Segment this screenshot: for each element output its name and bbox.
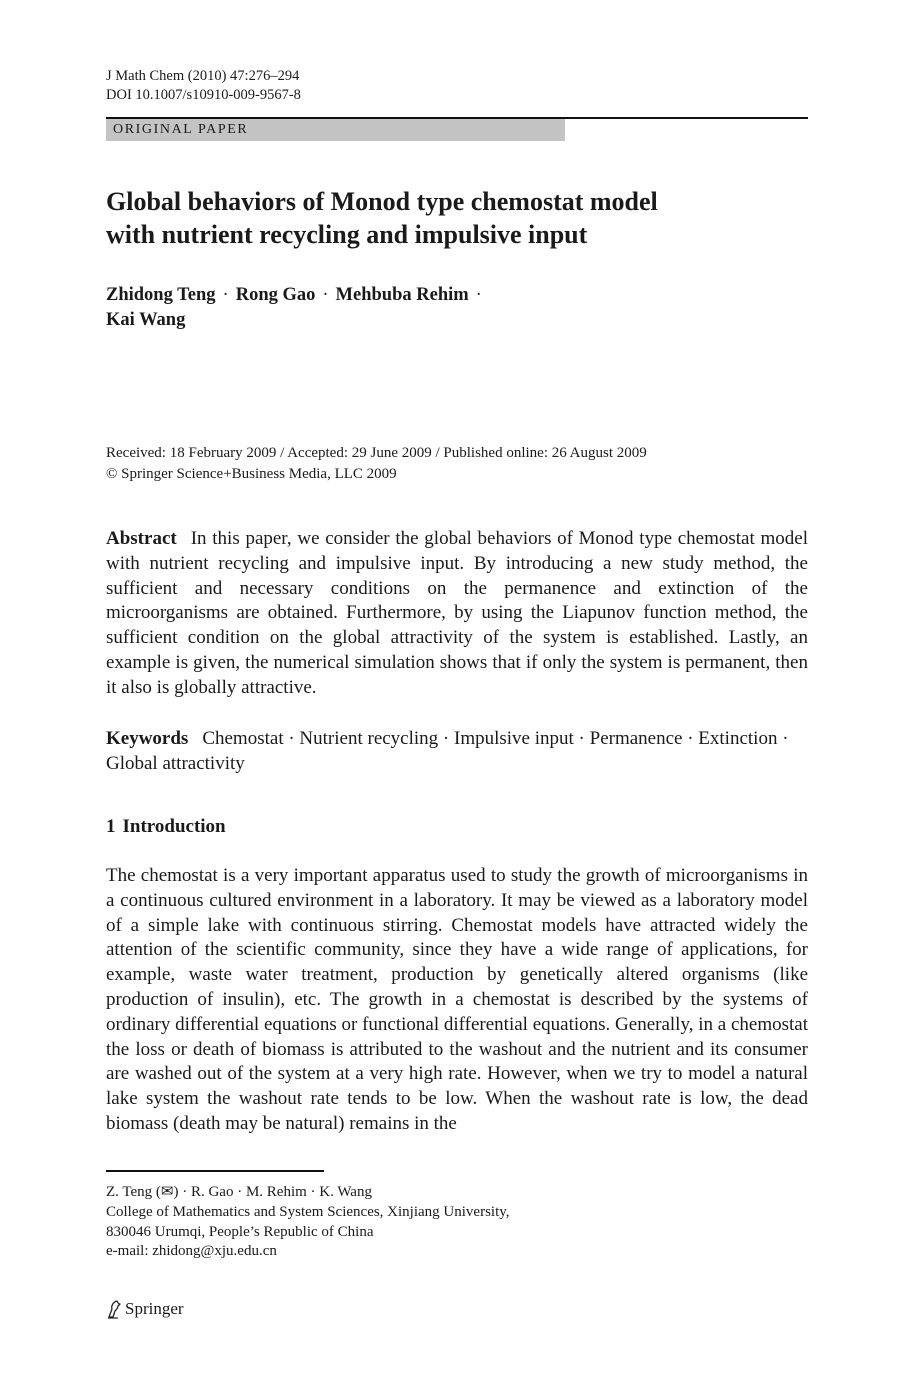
footnote-affiliation: College of Mathematics and System Sciences, Xinjiang University, [106,1203,510,1220]
copyright-notice: © Springer Science+Business Media, LLC 2009 [106,466,397,482]
journal-reference: J Math Chem (2010) 47:276–294 [106,68,300,84]
author-footnote [106,1183,510,1262]
paper-page [106,0,808,1388]
author-name: Rong Gao [235,285,316,305]
footnote-email: e-mail: zhidong@xju.edu.cn [106,1243,277,1260]
paper-type-label: ORIGINAL PAPER [106,119,565,141]
footnote-rule [106,1170,324,1172]
paper-title [106,185,808,251]
author-name: Kai Wang [106,310,186,330]
abstract [106,527,808,701]
springer-horse-icon [106,1299,122,1319]
title-line-2: with nutrient recycling and impulsive input [106,220,588,249]
keywords-text: Chemostat · Nutrient recycling · Impulsive input · Permanence · Extinction · Global attractivity [106,728,789,774]
author-name: Mehbuba Rehim [335,285,469,305]
publication-dates [106,443,647,485]
author-separator: · [322,285,329,305]
keywords-label: Keywords [106,728,189,749]
date-history: Received: 18 February 2009 / Accepted: 29 June 2009 / Published online: 26 August 2009 [106,445,647,461]
abstract-label: Abstract [106,528,177,549]
footnote-address: 830046 Urumqi, People’s Republic of China [106,1223,374,1240]
author-list [106,283,489,333]
title-line-1: Global behaviors of Monod type chemostat model [106,187,658,216]
publisher-name: Springer [125,1299,184,1318]
footnote-authors: Z. Teng (✉) · R. Gao · M. Rehim · K. Wang [106,1184,372,1200]
publisher-logo [106,1298,184,1320]
keywords [106,727,808,777]
section-title: Introduction [122,816,226,837]
author-separator: · [475,285,482,305]
section-heading [106,814,226,839]
author-name: Zhidong Teng [106,285,216,305]
section-number: 1 [106,816,116,837]
author-separator: · [222,285,229,305]
introduction-text: The chemostat is a very important apparatus used to study the growth of microorganisms in a continuous cultured environment in a laboratory. It may be viewed as a laboratory model of a simple lake with continuous stirring. Chemostat models have attracted widely the attention of the scientific community, since they have a wide range of applications, for example, waste water treatment, production by genetically altered organisms (like production of insulin), etc. The growth in a chemostat is described by the systems of ordinary differential equations or functional differential equations. Generally, in a chemostat the loss or death of biomass is attributed to the washout and the nutrient and its consumer are washed out of the system at a very high rate. However, when we try to model a natural lake system the washout rate tends to be low. When the washout rate is low, the dead biomass (death may be natural) remains in the [106,865,808,1134]
doi: DOI 10.1007/s10910-009-9567-8 [106,87,301,103]
abstract-text: In this paper, we consider the global behaviors of Monod type chemostat model with nutrient recycling and impulsive input. By introducing a new study method, the sufficient and necessary conditions on the permanence and extinction of the microorganisms are obtained. Furthermore, by using the Liapunov function method, the sufficient condition on the global attractivity of the system is established. Lastly, an example is given, the numerical simulation shows that if only the system is permanent, then it also is globally attractive. [106,528,808,698]
